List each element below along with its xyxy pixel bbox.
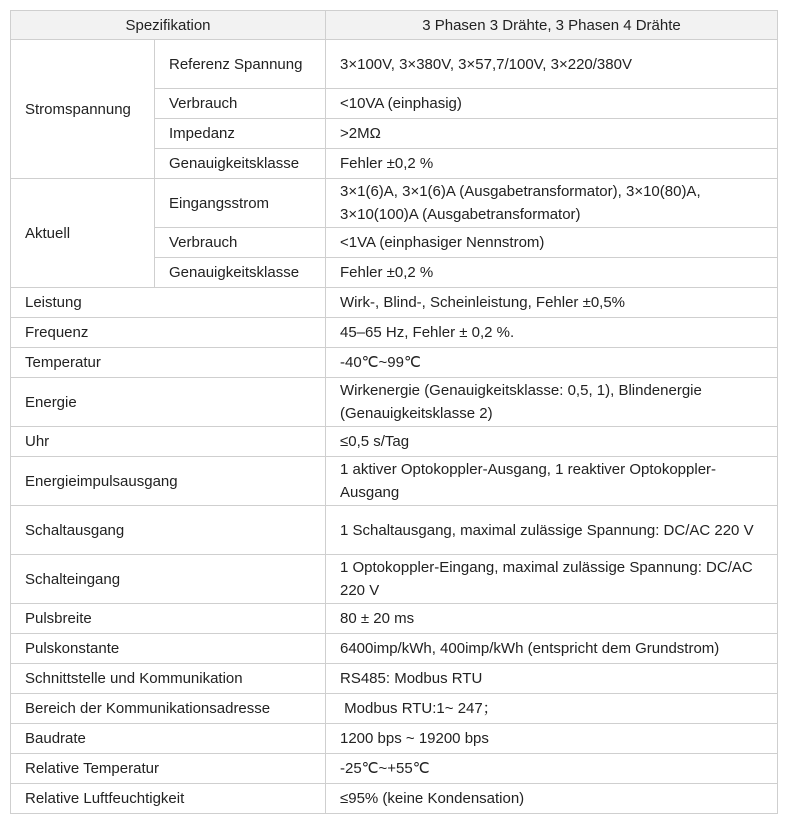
value-cell: Wirkenergie (Genauigkeitsklasse: 0,5, 1), Blindenergie (Genauigkeitsklasse 2) [326,378,778,427]
table-row [11,457,778,506]
value-cell: 3×1(6)A, 3×1(6)A (Ausgabetransformator), 3×10(80)A, 3×10(100)A (Ausgabetransformator) [326,179,778,228]
value-cell: <1VA (einphasiger Nennstrom) [326,228,778,258]
row-label: Baudrate [11,724,326,754]
specification-table [10,10,778,814]
table-row [11,40,778,89]
row-label: Schnittstelle und Kommunikation [11,664,326,694]
value-cell: -25℃~+55℃ [326,754,778,784]
table-row [11,694,778,724]
table-header-row [11,11,778,40]
value-cell: Fehler ±0,2 % [326,258,778,288]
value-cell: 1 aktiver Optokoppler-Ausgang, 1 reaktiver Optokoppler-Ausgang [326,457,778,506]
sub-label: Verbrauch [155,228,326,258]
table-row [11,288,778,318]
value-cell: 3×100V, 3×380V, 3×57,7/100V, 3×220/380V [326,40,778,89]
table-row [11,664,778,694]
group-label-aktuell: Aktuell [11,179,155,288]
header-spec-cell: Spezifikation [11,11,326,40]
value-cell: Modbus RTU:1~ 247； [326,694,778,724]
table-row [11,427,778,457]
sub-label: Genauigkeitsklasse [155,258,326,288]
value-cell: 6400imp/kWh, 400imp/kWh (entspricht dem Grundstrom) [326,634,778,664]
table-row [11,784,778,814]
row-label: Energie [11,378,326,427]
row-label: Energieimpulsausgang [11,457,326,506]
row-label: Bereich der Kommunikationsadresse [11,694,326,724]
table-row [11,555,778,604]
table-row [11,318,778,348]
group-label-stromspannung: Stromspannung [11,40,155,179]
value-cell: Fehler ±0,2 % [326,149,778,179]
table-row [11,754,778,784]
value-cell: >2MΩ [326,119,778,149]
table-row [11,179,778,228]
value-cell: 1200 bps ~ 19200 bps [326,724,778,754]
sub-label: Verbrauch [155,89,326,119]
row-label: Frequenz [11,318,326,348]
value-cell: ≤0,5 s/Tag [326,427,778,457]
sub-label: Genauigkeitsklasse [155,149,326,179]
row-label: Pulskonstante [11,634,326,664]
row-label: Schaltausgang [11,506,326,555]
header-value-cell: 3 Phasen 3 Drähte, 3 Phasen 4 Drähte [326,11,778,40]
table-row [11,506,778,555]
value-cell: -40℃~99℃ [326,348,778,378]
value-cell: 1 Optokoppler-Eingang, maximal zulässige Spannung: DC/AC 220 V [326,555,778,604]
table-row [11,604,778,634]
value-cell: RS485: Modbus RTU [326,664,778,694]
sub-label: Referenz Spannung [155,40,326,89]
value-cell: ≤95% (keine Kondensation) [326,784,778,814]
table-row [11,378,778,427]
row-label: Relative Temperatur [11,754,326,784]
table-row [11,634,778,664]
table-row [11,724,778,754]
sub-label: Impedanz [155,119,326,149]
value-cell: <10VA (einphasig) [326,89,778,119]
row-label: Temperatur [11,348,326,378]
value-cell: 1 Schaltausgang, maximal zulässige Spannung: DC/AC 220 V [326,506,778,555]
sub-label: Eingangsstrom [155,179,326,228]
row-label: Leistung [11,288,326,318]
value-cell: Wirk-, Blind-, Scheinleistung, Fehler ±0,5% [326,288,778,318]
row-label: Uhr [11,427,326,457]
row-label: Schalteingang [11,555,326,604]
value-cell: 45–65 Hz, Fehler ± 0,2 %. [326,318,778,348]
row-label: Pulsbreite [11,604,326,634]
table-row [11,348,778,378]
value-cell: 80 ± 20 ms [326,604,778,634]
row-label: Relative Luftfeuchtigkeit [11,784,326,814]
